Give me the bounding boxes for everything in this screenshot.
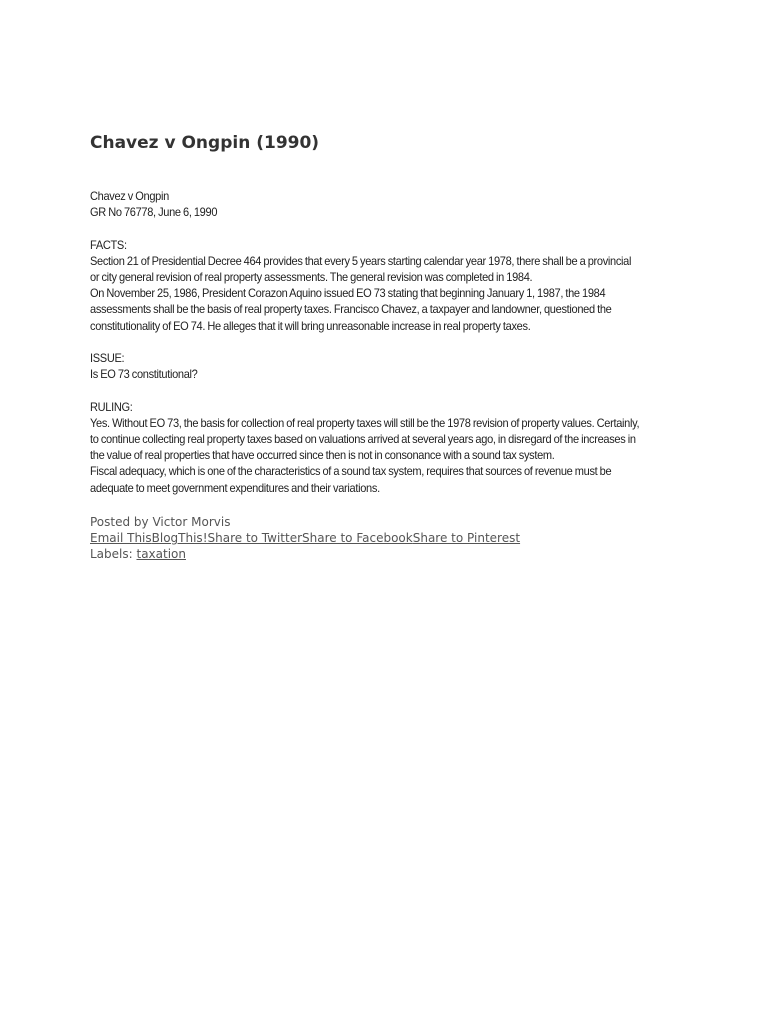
labels-prefix: Labels:: [90, 547, 137, 561]
ruling-paragraph: Fiscal adequacy, which is one of the characteristics of a sound tax system, requires that sources of revenue must be adequate to meet government expenditures and their variations.: [90, 464, 612, 495]
ruling-paragraph: Yes. Without EO 73, the basis for collection of real property taxes will still be the 1978 revision of property values. Certainly, to continue collecting real property taxes based on valuations arrived at several years ago, in disregard of the increases in the value of real properties that have occurred since then is not in consonance with a sound tax system.: [90, 415, 640, 463]
label-link-taxation[interactable]: taxation: [136, 547, 186, 561]
case-reference: GR No 76778, June 6, 1990: [90, 205, 218, 220]
issue-text: Is EO 73 constitutional?: [90, 367, 198, 382]
ruling-heading: RULING:: [90, 399, 133, 414]
post-body: [90, 188, 640, 496]
facts-paragraph: Section 21 of Presidential Decree 464 provides that every 5 years starting calendar year 1978, there shall be a provincial or city general revision of real property assessments. The general revision was completed in 1984.: [90, 253, 632, 284]
case-name: Chavez v Ongpin: [90, 189, 169, 203]
issue-heading: ISSUE:: [90, 351, 125, 365]
share-links: [90, 530, 520, 546]
share-to-facebook-link[interactable]: Share to Facebook: [302, 531, 413, 545]
facts-heading: FACTS:: [90, 237, 127, 252]
post-labels: [90, 546, 520, 562]
blogthis-link[interactable]: BlogThis!: [151, 531, 208, 545]
email-this-link[interactable]: Email This: [90, 531, 152, 545]
posted-by: Posted by Victor Morvis: [90, 515, 231, 529]
post-footer: [90, 514, 520, 562]
post-title: Chavez v Ongpin (1990): [90, 133, 320, 153]
share-to-twitter-link[interactable]: Share to Twitter: [207, 531, 303, 545]
share-to-pinterest-link[interactable]: Share to Pinterest: [412, 531, 521, 545]
facts-paragraph: On November 25, 1986, President Corazon Aquino issued EO 73 stating that beginning January 1, 1987, the 1984 assessments shall be the basis of real property taxes. Francisco Chavez, a taxpayer and landowner, questioned the constitutionality of EO 74. He alleges that it will bring unreasonable increase in real property taxes.: [90, 286, 612, 333]
